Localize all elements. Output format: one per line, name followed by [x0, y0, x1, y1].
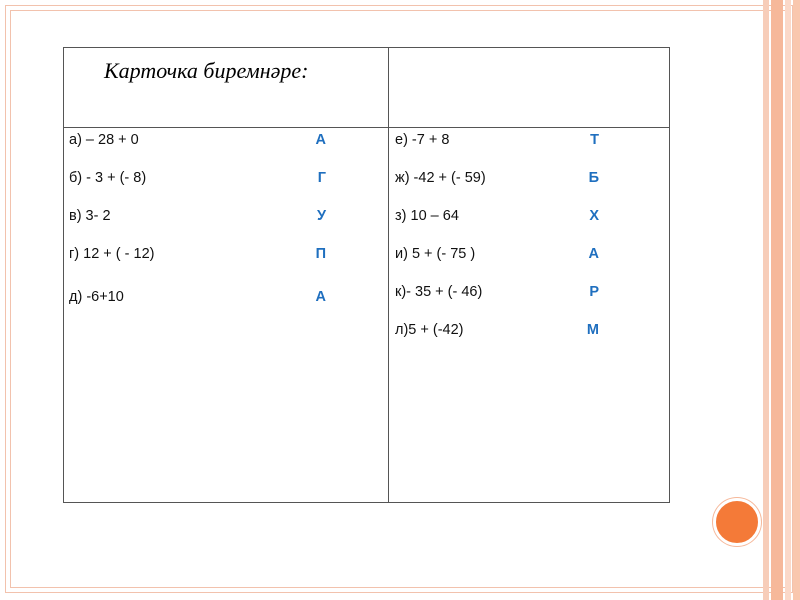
- task-letter: У: [316, 207, 326, 224]
- left-task-list: [64, 128, 388, 306]
- task-expression: з) 10 – 64: [395, 207, 459, 224]
- task-item-k: [395, 282, 669, 301]
- empty-header-cell: [389, 48, 670, 128]
- decor-stripe: [771, 0, 783, 600]
- task-expression: в) 3- 2: [69, 207, 111, 224]
- task-item-e: [395, 130, 669, 149]
- task-expression: л)5 + (-42): [395, 321, 464, 338]
- task-item-zh: [395, 168, 669, 187]
- task-letter: А: [588, 245, 599, 262]
- left-column: [64, 128, 389, 503]
- task-item-l: [395, 320, 669, 339]
- task-expression: ж) -42 + (- 59): [395, 169, 486, 186]
- task-letter: Т: [590, 131, 599, 148]
- task-letter: Г: [317, 169, 326, 186]
- task-letter: Б: [588, 169, 599, 186]
- table-header-row: [64, 48, 670, 128]
- task-item-a: [69, 130, 388, 149]
- decor-stripe: [763, 0, 769, 600]
- task-expression: г) 12 + ( - 12): [69, 245, 155, 262]
- task-item-b: [69, 168, 388, 187]
- right-task-list: [389, 128, 669, 339]
- task-card-table: [63, 47, 670, 503]
- task-letter: М: [586, 321, 599, 338]
- card-title: Карточка биремнәре:: [104, 58, 309, 83]
- decor-stripe: [785, 0, 791, 600]
- task-letter: П: [315, 245, 326, 262]
- right-column: [389, 128, 670, 503]
- task-expression: е) -7 + 8: [395, 131, 450, 148]
- task-item-z: [395, 206, 669, 225]
- task-letter: А: [315, 288, 326, 305]
- task-item-v: [69, 206, 388, 225]
- decor-stripe: [793, 0, 800, 600]
- task-letter: А: [315, 131, 326, 148]
- task-expression: д) -6+10: [69, 288, 124, 305]
- task-expression: б) - 3 + (- 8): [69, 169, 147, 186]
- task-expression: к)- 35 + (- 46): [395, 283, 483, 300]
- table-body-row: [64, 128, 670, 503]
- task-item-g: [69, 244, 388, 263]
- task-item-d: [69, 287, 388, 306]
- task-letter: Х: [589, 207, 599, 224]
- task-letter: Р: [589, 283, 599, 300]
- decor-circle: [713, 498, 761, 546]
- task-expression: а) – 28 + 0: [69, 131, 139, 148]
- task-item-i: [395, 244, 669, 263]
- title-cell: [64, 48, 389, 128]
- task-expression: и) 5 + (- 75 ): [395, 245, 476, 262]
